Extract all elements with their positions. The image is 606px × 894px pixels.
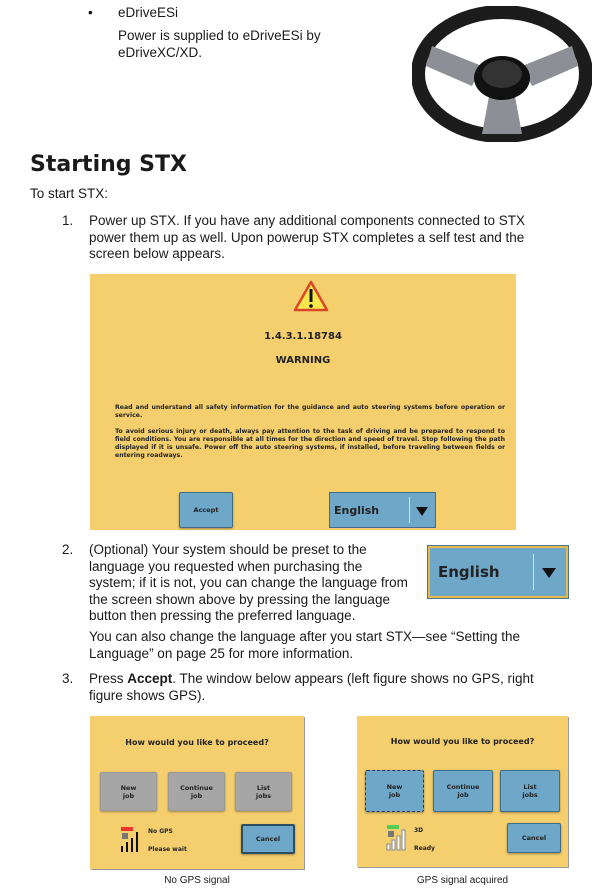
gps-substatus: Please wait: [148, 846, 187, 853]
step-number: 3.: [62, 671, 74, 686]
caption-gps: GPS signal acquired: [416, 875, 509, 886]
cancel-button[interactable]: Cancel: [241, 824, 295, 854]
continue-job-button[interactable]: Continue job: [168, 772, 225, 811]
step-text: (Optional) Your system should be preset to the language you requested when purchasing the system; if it is not, you can change the language from the screen shown above by pressing the language button then pressing the preferred language.: [89, 542, 408, 623]
step-extra: You can also change the language after you start STX—see “Setting the Language” on page 25 for more information.: [89, 629, 521, 661]
bullet: •: [88, 5, 93, 20]
section-heading: Starting STX: [30, 152, 187, 177]
list-jobs-button[interactable]: List jobs: [235, 772, 292, 811]
version-text: 1.4.3.1.18784: [264, 331, 342, 342]
proceed-question: How would you like to proceed?: [125, 738, 269, 747]
gps-signal-icon: [386, 824, 410, 852]
bullet-desc: Power is supplied to eDriveESi by eDriveXC/XD.: [118, 28, 321, 60]
language-dropdown[interactable]: [329, 492, 436, 528]
proceed-screen-no-gps: [90, 716, 304, 869]
warning-icon: [293, 280, 329, 312]
step-text: Power up STX. If you have any additional components connected to STX power them up as well. Upon powerup STX completes a self test and the screen below appears.: [89, 213, 526, 261]
new-job-button[interactable]: New job: [365, 770, 424, 812]
step-text: Press Accept. The window below appears (left figure shows no GPS, right figure shows GPS).: [89, 671, 534, 703]
cancel-button[interactable]: Cancel: [507, 823, 561, 853]
lead-text: To start STX:: [30, 186, 109, 201]
language-value: English: [438, 563, 500, 581]
warning-title: WARNING: [275, 355, 331, 366]
steering-wheel-image: [412, 6, 592, 142]
proceed-question: How would you like to proceed?: [390, 737, 535, 746]
warning-para2: To avoid serious injury or death, always pay attention to the task of driving and be prepared to respond to field conditions. You are responsible at all times for the direction and speed of travel. Stop following the path displayed if it is unsafe. Power off the auto steering systems, if installed, before traveling between fields or entering roadways.: [115, 428, 505, 459]
gps-status: 3D: [414, 827, 424, 834]
proceed-screen-gps: [357, 716, 568, 867]
language-value: English: [334, 503, 380, 517]
gps-status: No GPS: [148, 828, 173, 835]
gps-signal-icon: [120, 826, 144, 854]
step-number: 1.: [62, 213, 74, 228]
chevron-down-icon: [542, 568, 556, 578]
gps-substatus: Ready: [414, 845, 435, 852]
list-jobs-button[interactable]: List jobs: [500, 770, 560, 812]
continue-job-button[interactable]: Continue job: [433, 770, 493, 812]
caption-no-gps: No GPS signal: [164, 875, 230, 886]
warning-para1: Read and understand all safety information for the guidance and auto steering systems before operation or service.: [115, 404, 505, 419]
step-number: 2.: [62, 542, 74, 557]
language-dropdown-closeup[interactable]: [428, 546, 568, 598]
new-job-button[interactable]: New job: [100, 772, 157, 811]
bullet-item: eDriveESi: [118, 5, 179, 20]
warning-screen: [90, 274, 516, 530]
chevron-down-icon: [416, 507, 428, 516]
accept-button[interactable]: Accept: [179, 492, 233, 528]
